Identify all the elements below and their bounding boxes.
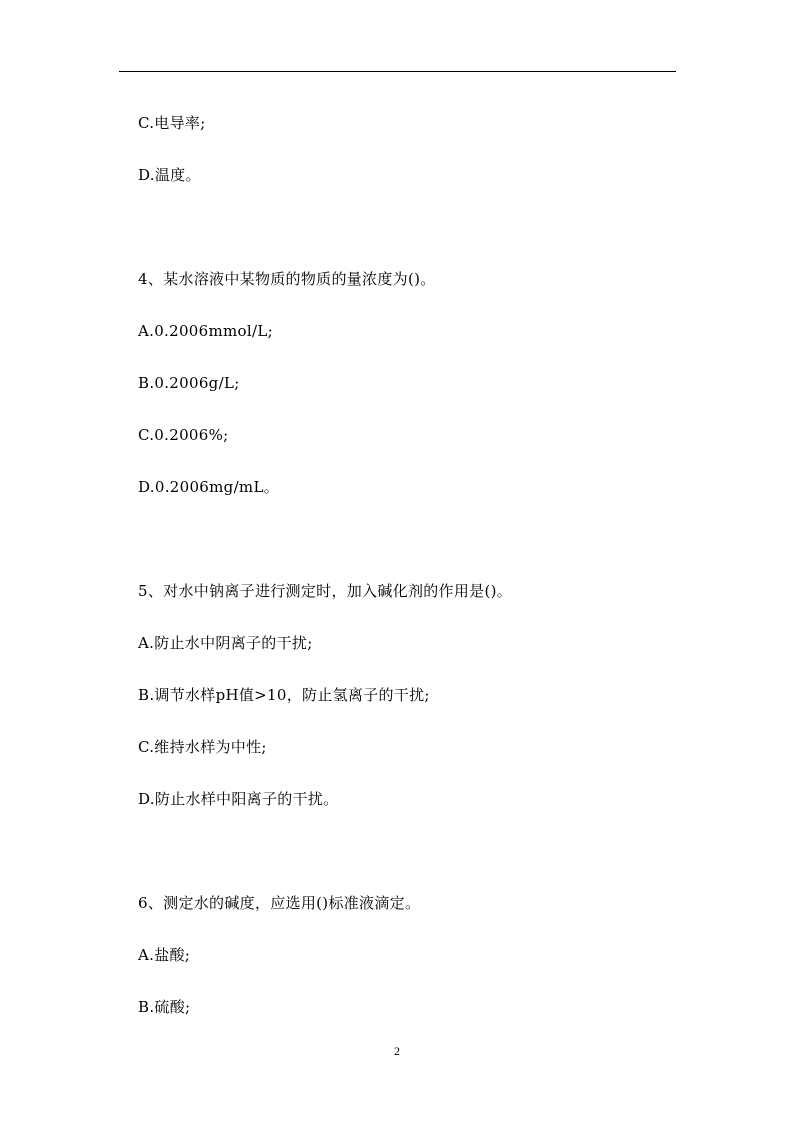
question-5-option-b: B.调节水样pH值>10，防止氢离子的干扰; bbox=[138, 686, 430, 704]
question-6-option-b: B.硫酸; bbox=[138, 998, 191, 1016]
question-6-option-a: A.盐酸; bbox=[138, 946, 191, 964]
question-6-stem: 6、测定水的碱度，应选用()标准液滴定。 bbox=[138, 894, 421, 912]
question-4-option-a: A.0.2006mmol/L; bbox=[138, 322, 273, 340]
question-4-option-c: C.0.2006%; bbox=[138, 426, 229, 444]
question-5-option-c: C.维持水样为中性; bbox=[138, 738, 267, 756]
question-5-option-d: D.防止水样中阳离子的干扰。 bbox=[138, 790, 339, 808]
question-4-stem: 4、某水溶液中某物质的物质的量浓度为()。 bbox=[138, 270, 436, 288]
prev-option-c: C.电导率; bbox=[138, 114, 206, 132]
prev-option-d: D.温度。 bbox=[138, 166, 201, 184]
question-5-option-a: A.防止水中阴离子的干扰; bbox=[138, 634, 313, 652]
question-5-stem: 5、对水中钠离子进行测定时，加入碱化剂的作用是()。 bbox=[138, 582, 513, 600]
question-4-option-b: B.0.2006g/L; bbox=[138, 374, 240, 392]
page-number: 2 bbox=[394, 1044, 400, 1058]
question-4-option-d: D.0.2006mg/mL。 bbox=[138, 478, 280, 496]
header-rule bbox=[119, 71, 676, 72]
